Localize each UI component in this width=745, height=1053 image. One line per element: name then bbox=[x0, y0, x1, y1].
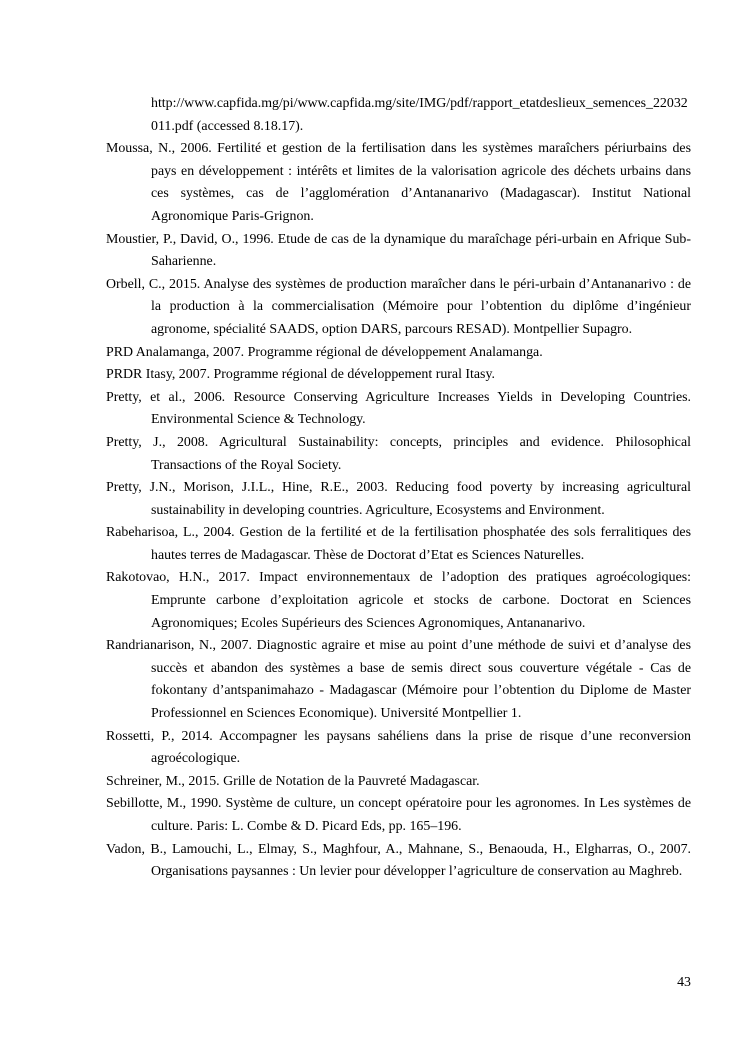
reference-entry: Rakotovao, H.N., 2017. Impact environnementaux de l’adoption des pratiques agroécologiques: Emprunte carbone d’exploitation agricole et stocks de carbone. Doctorat en Sciences Agronomiques; Ecoles Supérieurs des Sciences Agronomiques, Antananarivo. bbox=[106, 570, 691, 631]
reference-entry: Rabeharisoa, L., 2004. Gestion de la fertilité et de la fertilisation phosphatée des sols ferralitiques des hautes terres de Madagascar. Thèse de Doctorat d’Etat es Sciences Naturelles. bbox=[106, 525, 691, 563]
reference-entry: Sebillotte, M., 1990. Système de culture, un concept opératoire pour les agronomes. In Les systèmes de culture. Paris: L. Combe & D. Picard Eds, pp. 165–196. bbox=[106, 796, 691, 834]
reference-entry: Vadon, B., Lamouchi, L., Elmay, S., Maghfour, A., Mahnane, S., Benaouda, H., Elgharras, O., 2007. Organisations paysannes : Un levier pour développer l’agriculture de conservation au Maghreb. bbox=[106, 841, 691, 880]
reference-entry: http://www.capfida.mg/pi/www.capfida.mg/site/IMG/pdf/rapport_etatdeslieux_semences_22032011.pdf (accessed 8.18.17). bbox=[151, 96, 688, 134]
page-number: 43 bbox=[677, 975, 691, 990]
reference-entry: Pretty, J., 2008. Agricultural Sustainability: concepts, principles and evidence. Philosophical Transactions of the Royal Society. bbox=[106, 434, 691, 473]
reference-entry: PRD Analamanga, 2007. Programme régional de développement Analamanga. bbox=[106, 344, 543, 360]
reference-entry: Pretty, J.N., Morison, J.I.L., Hine, R.E., 2003. Reducing food poverty by increasing agricultural sustainability in developing countries. Agriculture, Ecosystems and Environment. bbox=[106, 480, 691, 518]
reference-entry: Orbell, C., 2015. Analyse des systèmes de production maraîcher dans le péri-urbain d’Antananarivo : de la production à la commercialisation (Mémoire pour l’obtention du diplôme d’ingénieur agronome, spécialité SAADS, option DARS, parcours RESAD). Montpellier Supagro. bbox=[106, 276, 691, 337]
reference-entry: Rossetti, P., 2014. Accompagner les paysans sahéliens dans la prise de risque d’une reconversion agroécologique. bbox=[106, 728, 691, 767]
reference-entry: Moustier, P., David, O., 1996. Etude de cas de la dynamique du maraîchage péri-urbain en Afrique Sub-Saharienne. bbox=[106, 231, 691, 270]
reference-entry: PRDR Itasy, 2007. Programme régional de développement rural Itasy. bbox=[106, 367, 495, 383]
reference-list bbox=[106, 93, 691, 884]
reference-entry: Pretty, et al., 2006. Resource Conserving Agriculture Increases Yields in Developing Countries. Environmental Science & Technology. bbox=[106, 389, 691, 428]
reference-entry: Moussa, N., 2006. Fertilité et gestion de la fertilisation dans les systèmes maraîchers périurbains des pays en développement : intérêts et limites de la valorisation agricole des déchets urbains dans ces systèmes, cas de l’agglomération d’Antananarivo (Madagascar). Institut National Agronomique Paris-Grignon. bbox=[106, 141, 691, 224]
reference-entry: Randrianarison, N., 2007. Diagnostic agraire et mise au point d’une méthode de suivi et d’analyse des succès et abandon des systèmes a base de semis direct sous couverture végétale - Cas de fokontany d’antspanimahazo - Madagascar (Mémoire pour l’obtention du Diplome de Master Professionnel en Sciences Economique). Université Montpellier 1. bbox=[106, 638, 691, 722]
reference-entry: Schreiner, M., 2015. Grille de Notation de la Pauvreté Madagascar. bbox=[106, 773, 480, 789]
